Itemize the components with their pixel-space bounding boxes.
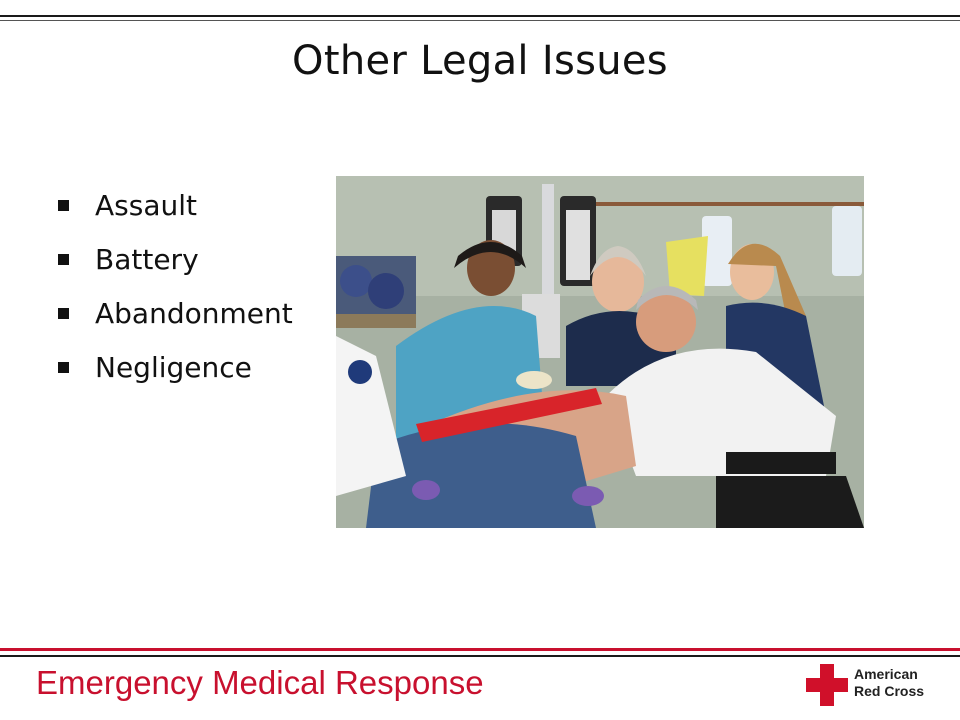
bullet-item bbox=[58, 232, 293, 286]
square-bullet-icon bbox=[58, 362, 69, 373]
bullet-item bbox=[58, 286, 293, 340]
bullet-list bbox=[58, 178, 293, 394]
bullet-text: Assault bbox=[95, 188, 197, 222]
logo-line-1: American bbox=[854, 666, 918, 682]
square-bullet-icon bbox=[58, 308, 69, 319]
bullet-item bbox=[58, 178, 293, 232]
red-cross-icon bbox=[806, 664, 848, 706]
bullet-item bbox=[58, 340, 293, 394]
bullet-text: Negligence bbox=[95, 350, 252, 384]
footer-rule-red bbox=[0, 648, 960, 651]
course-title: Emergency Medical Response bbox=[36, 664, 484, 701]
logo-wordmark bbox=[854, 666, 924, 700]
top-rule bbox=[0, 15, 960, 17]
american-red-cross-logo bbox=[806, 662, 938, 708]
bullet-text: Battery bbox=[95, 242, 199, 276]
logo-line-2: Red Cross bbox=[854, 683, 925, 699]
top-rule-thin bbox=[0, 20, 960, 21]
emergency-room-photo bbox=[336, 176, 864, 528]
slide-title: Other Legal Issues bbox=[292, 38, 668, 84]
square-bullet-icon bbox=[58, 200, 69, 211]
square-bullet-icon bbox=[58, 254, 69, 265]
footer-rule bbox=[0, 655, 960, 657]
bullet-text: Abandonment bbox=[95, 296, 293, 330]
